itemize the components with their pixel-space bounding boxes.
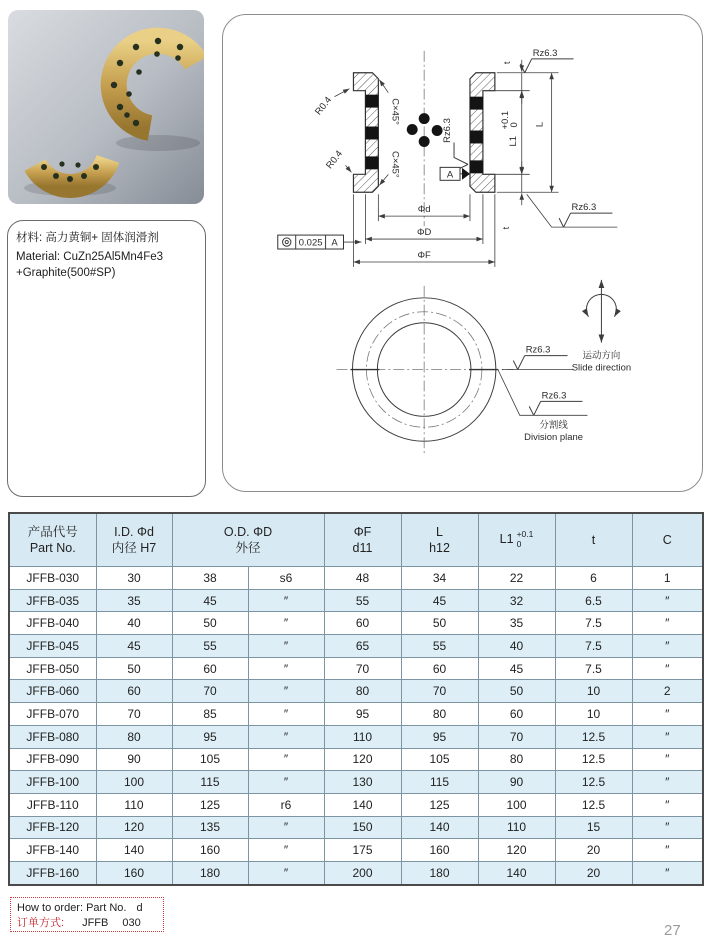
table-cell: 80 bbox=[478, 748, 555, 771]
table-row bbox=[9, 839, 703, 862]
table-cell: 34 bbox=[401, 567, 478, 590]
table-cell: JFFB-030 bbox=[9, 567, 96, 590]
table-cell: ″ bbox=[248, 861, 324, 884]
table-cell: 48 bbox=[324, 567, 401, 590]
order-code-number: 030 bbox=[122, 916, 141, 929]
table-cell: ″ bbox=[248, 703, 324, 726]
order-label-cn: 订单方式: bbox=[17, 916, 65, 929]
dim-label-L1 bbox=[500, 111, 520, 147]
table-cell: 140 bbox=[401, 816, 478, 839]
section-view bbox=[278, 48, 618, 267]
table-cell: 7.5 bbox=[555, 635, 632, 658]
table-cell: 55 bbox=[324, 589, 401, 612]
division-plane-label-en: Division plane bbox=[524, 432, 584, 444]
table-cell: 95 bbox=[401, 725, 478, 748]
surface-finish-icon bbox=[502, 345, 574, 370]
table-cell: ″ bbox=[248, 839, 324, 862]
table-cell: JFFB-060 bbox=[9, 680, 96, 703]
table-row bbox=[9, 703, 703, 726]
table-cell: 125 bbox=[401, 793, 478, 816]
table-cell: r6 bbox=[248, 793, 324, 816]
table-cell: 22 bbox=[478, 567, 555, 590]
table-cell: 100 bbox=[478, 793, 555, 816]
table-cell: 105 bbox=[172, 748, 248, 771]
table-cell: 115 bbox=[172, 771, 248, 794]
surface-finish-icon bbox=[520, 48, 573, 73]
table-row bbox=[9, 680, 703, 703]
table-cell: 65 bbox=[324, 635, 401, 658]
table-row bbox=[9, 589, 703, 612]
material-line-en2: +Graphite(500#SP) bbox=[16, 267, 116, 280]
table-cell: ″ bbox=[632, 589, 703, 612]
table-cell: ″ bbox=[248, 635, 324, 658]
table-cell: 6.5 bbox=[555, 589, 632, 612]
table-cell: 120 bbox=[324, 748, 401, 771]
table-cell: ″ bbox=[248, 771, 324, 794]
table-cell: 50 bbox=[478, 680, 555, 703]
bore-plug-dots bbox=[407, 113, 443, 147]
table-cell: 20 bbox=[555, 861, 632, 884]
tolerance-value: 0.025 bbox=[298, 237, 323, 249]
table-cell: 45 bbox=[401, 589, 478, 612]
product-photo-illustration bbox=[8, 10, 204, 204]
material-box bbox=[7, 220, 206, 497]
table-cell: 160 bbox=[401, 839, 478, 862]
tolerance-frame bbox=[278, 235, 362, 249]
table-cell: ″ bbox=[248, 748, 324, 771]
slide-direction-label-en: Slide direction bbox=[571, 362, 632, 374]
table-cell: 50 bbox=[401, 612, 478, 635]
table-cell: 160 bbox=[172, 839, 248, 862]
table-row bbox=[9, 612, 703, 635]
radius-label: R0.4 bbox=[324, 148, 346, 172]
table-cell: JFFB-090 bbox=[9, 748, 96, 771]
table-cell: 70 bbox=[96, 703, 172, 726]
table-cell: 2 bbox=[632, 680, 703, 703]
table-cell: 40 bbox=[96, 612, 172, 635]
table-cell: JFFB-140 bbox=[9, 839, 96, 862]
table-cell: ″ bbox=[632, 725, 703, 748]
table-cell: ″ bbox=[632, 816, 703, 839]
table-cell: 12.5 bbox=[555, 748, 632, 771]
table-cell: 95 bbox=[172, 725, 248, 748]
table-cell: JFFB-035 bbox=[9, 589, 96, 612]
table-cell: ″ bbox=[632, 657, 703, 680]
table-cell: 70 bbox=[172, 680, 248, 703]
spec-table bbox=[8, 512, 704, 886]
table-cell: JFFB-100 bbox=[9, 771, 96, 794]
table-cell: 40 bbox=[478, 635, 555, 658]
table-cell: 125 bbox=[172, 793, 248, 816]
col-header-id: I.D. Φd 内径 H7 bbox=[96, 513, 172, 567]
table-cell: 12.5 bbox=[555, 771, 632, 794]
table-cell: ″ bbox=[632, 861, 703, 884]
table-cell: JFFB-040 bbox=[9, 612, 96, 635]
table-cell: ″ bbox=[632, 612, 703, 635]
spec-table-header bbox=[9, 513, 703, 567]
table-cell: 85 bbox=[172, 703, 248, 726]
datum-label: A bbox=[446, 169, 454, 181]
dim-label-F: ΦF bbox=[417, 249, 431, 261]
table-cell: 80 bbox=[324, 680, 401, 703]
table-cell: 110 bbox=[478, 816, 555, 839]
table-cell: 60 bbox=[96, 680, 172, 703]
table-cell: 10 bbox=[555, 680, 632, 703]
table-cell: 7.5 bbox=[555, 612, 632, 635]
table-cell: 180 bbox=[401, 861, 478, 884]
col-header-f: ΦF d11 bbox=[324, 513, 401, 567]
dim-label-t: t bbox=[501, 61, 513, 65]
table-cell: JFFB-110 bbox=[9, 793, 96, 816]
table-cell: 110 bbox=[96, 793, 172, 816]
table-cell: ″ bbox=[632, 635, 703, 658]
table-cell: 90 bbox=[478, 771, 555, 794]
table-cell: 140 bbox=[478, 861, 555, 884]
surface-finish-icon bbox=[498, 370, 588, 416]
table-cell: 95 bbox=[324, 703, 401, 726]
rotation-arrow-icon bbox=[586, 280, 616, 343]
table-cell: ″ bbox=[632, 793, 703, 816]
table-cell: 60 bbox=[324, 612, 401, 635]
table-cell: 6 bbox=[555, 567, 632, 590]
table-cell: 60 bbox=[172, 657, 248, 680]
table-cell: 70 bbox=[324, 657, 401, 680]
table-cell: 175 bbox=[324, 839, 401, 862]
table-cell: 7.5 bbox=[555, 657, 632, 680]
surface-finish-label: Rz6.3 bbox=[571, 202, 597, 214]
tolerance-datum: A bbox=[331, 237, 338, 249]
table-row bbox=[9, 567, 703, 590]
table-cell: JFFB-080 bbox=[9, 725, 96, 748]
table-cell: 50 bbox=[172, 612, 248, 635]
table-cell: 70 bbox=[401, 680, 478, 703]
dim-label-d: Φd bbox=[417, 204, 431, 216]
surface-finish-icon bbox=[527, 194, 618, 227]
datum-flag-icon bbox=[440, 167, 470, 180]
product-photo bbox=[8, 10, 204, 204]
order-line-cn bbox=[17, 916, 157, 931]
table-cell: 150 bbox=[324, 816, 401, 839]
table-cell: ″ bbox=[248, 612, 324, 635]
table-cell: 160 bbox=[96, 861, 172, 884]
surface-finish-label: Rz6.3 bbox=[442, 118, 454, 143]
slide-direction-label-cn: 运动方向 bbox=[582, 350, 621, 362]
table-cell: 140 bbox=[324, 793, 401, 816]
table-row bbox=[9, 771, 703, 794]
table-cell: 135 bbox=[172, 816, 248, 839]
table-cell: 45 bbox=[96, 635, 172, 658]
table-cell: ″ bbox=[632, 771, 703, 794]
table-cell: 90 bbox=[96, 748, 172, 771]
table-row bbox=[9, 748, 703, 771]
table-cell: 120 bbox=[96, 816, 172, 839]
table-cell: ″ bbox=[248, 680, 324, 703]
col-header-part-no: 产品代号 Part No. bbox=[9, 513, 96, 567]
table-cell: 105 bbox=[401, 748, 478, 771]
radius-label: R0.4 bbox=[313, 94, 335, 118]
table-cell: 38 bbox=[172, 567, 248, 590]
col-header-od: O.D. ΦD 外径 bbox=[172, 513, 324, 567]
order-var-d: d bbox=[136, 902, 143, 914]
table-cell: 120 bbox=[478, 839, 555, 862]
table-cell: 130 bbox=[324, 771, 401, 794]
table-cell: 12.5 bbox=[555, 725, 632, 748]
table-cell: 110 bbox=[324, 725, 401, 748]
table-cell: 60 bbox=[401, 657, 478, 680]
order-line-en: How to order: Part No. d bbox=[17, 902, 143, 914]
table-cell: JFFB-160 bbox=[9, 861, 96, 884]
table-cell: 140 bbox=[96, 839, 172, 862]
table-cell: 115 bbox=[401, 771, 478, 794]
table-cell: 80 bbox=[96, 725, 172, 748]
dim-label-t: t bbox=[500, 226, 512, 230]
table-row bbox=[9, 657, 703, 680]
table-cell: 20 bbox=[555, 839, 632, 862]
dim-label-D: ΦD bbox=[416, 227, 432, 239]
table-cell: ″ bbox=[248, 816, 324, 839]
table-cell: 15 bbox=[555, 816, 632, 839]
table-cell: s6 bbox=[248, 567, 324, 590]
page-number: 27 bbox=[664, 922, 681, 939]
table-cell: 60 bbox=[478, 703, 555, 726]
table-cell: 35 bbox=[96, 589, 172, 612]
table-cell: 200 bbox=[324, 861, 401, 884]
table-cell: 70 bbox=[478, 725, 555, 748]
table-cell: ″ bbox=[632, 748, 703, 771]
table-cell: ″ bbox=[632, 703, 703, 726]
col-header-t: t bbox=[555, 513, 632, 567]
table-cell: JFFB-070 bbox=[9, 703, 96, 726]
table-cell: ″ bbox=[632, 839, 703, 862]
table-cell: 45 bbox=[478, 657, 555, 680]
surface-finish-label: Rz6.3 bbox=[525, 344, 551, 356]
table-cell: 12.5 bbox=[555, 793, 632, 816]
svg-text:+0.1: +0.1 bbox=[499, 110, 511, 130]
table-cell: 80 bbox=[401, 703, 478, 726]
surface-finish-label: Rz6.3 bbox=[532, 47, 558, 59]
table-cell: 50 bbox=[96, 657, 172, 680]
table-cell: 45 bbox=[172, 589, 248, 612]
chamfer-label: C×45° bbox=[389, 151, 401, 178]
chamfer-label: C×45° bbox=[389, 98, 401, 125]
surface-finish-icon bbox=[454, 142, 468, 168]
table-row bbox=[9, 793, 703, 816]
table-row bbox=[9, 725, 703, 748]
order-code-prefix: JFFB bbox=[82, 916, 109, 929]
table-cell: 30 bbox=[96, 567, 172, 590]
surface-finish-label: Rz6.3 bbox=[541, 390, 567, 402]
technical-drawing bbox=[223, 15, 702, 491]
svg-text:0: 0 bbox=[508, 122, 520, 128]
col-header-l1: L1 +0.1 0 bbox=[478, 513, 555, 567]
dim-label-L: L bbox=[534, 121, 546, 128]
table-cell: 55 bbox=[401, 635, 478, 658]
table-row bbox=[9, 861, 703, 884]
table-cell: 55 bbox=[172, 635, 248, 658]
table-row bbox=[9, 816, 703, 839]
order-box bbox=[10, 897, 164, 932]
technical-drawing-panel bbox=[222, 14, 703, 492]
table-cell: ″ bbox=[248, 725, 324, 748]
material-line-cn: 材料: 高力黄铜+ 固体润滑剂 bbox=[16, 232, 159, 244]
table-cell: 180 bbox=[172, 861, 248, 884]
table-cell: 100 bbox=[96, 771, 172, 794]
front-view bbox=[337, 280, 632, 453]
table-cell: JFFB-050 bbox=[9, 657, 96, 680]
material-line-en: Material: CuZn25Al5Mn4Fe3 bbox=[16, 251, 164, 264]
table-cell: ″ bbox=[248, 657, 324, 680]
table-cell: 10 bbox=[555, 703, 632, 726]
division-plane-label-cn: 分割线 bbox=[539, 420, 568, 432]
table-cell: JFFB-045 bbox=[9, 635, 96, 658]
col-header-c: C bbox=[632, 513, 703, 567]
table-cell: JFFB-120 bbox=[9, 816, 96, 839]
table-row bbox=[9, 635, 703, 658]
table-cell: ″ bbox=[248, 589, 324, 612]
table-cell: 1 bbox=[632, 567, 703, 590]
table-cell: 32 bbox=[478, 589, 555, 612]
svg-text:L1: L1 bbox=[507, 135, 519, 147]
col-header-l: L h12 bbox=[401, 513, 478, 567]
table-cell: 35 bbox=[478, 612, 555, 635]
